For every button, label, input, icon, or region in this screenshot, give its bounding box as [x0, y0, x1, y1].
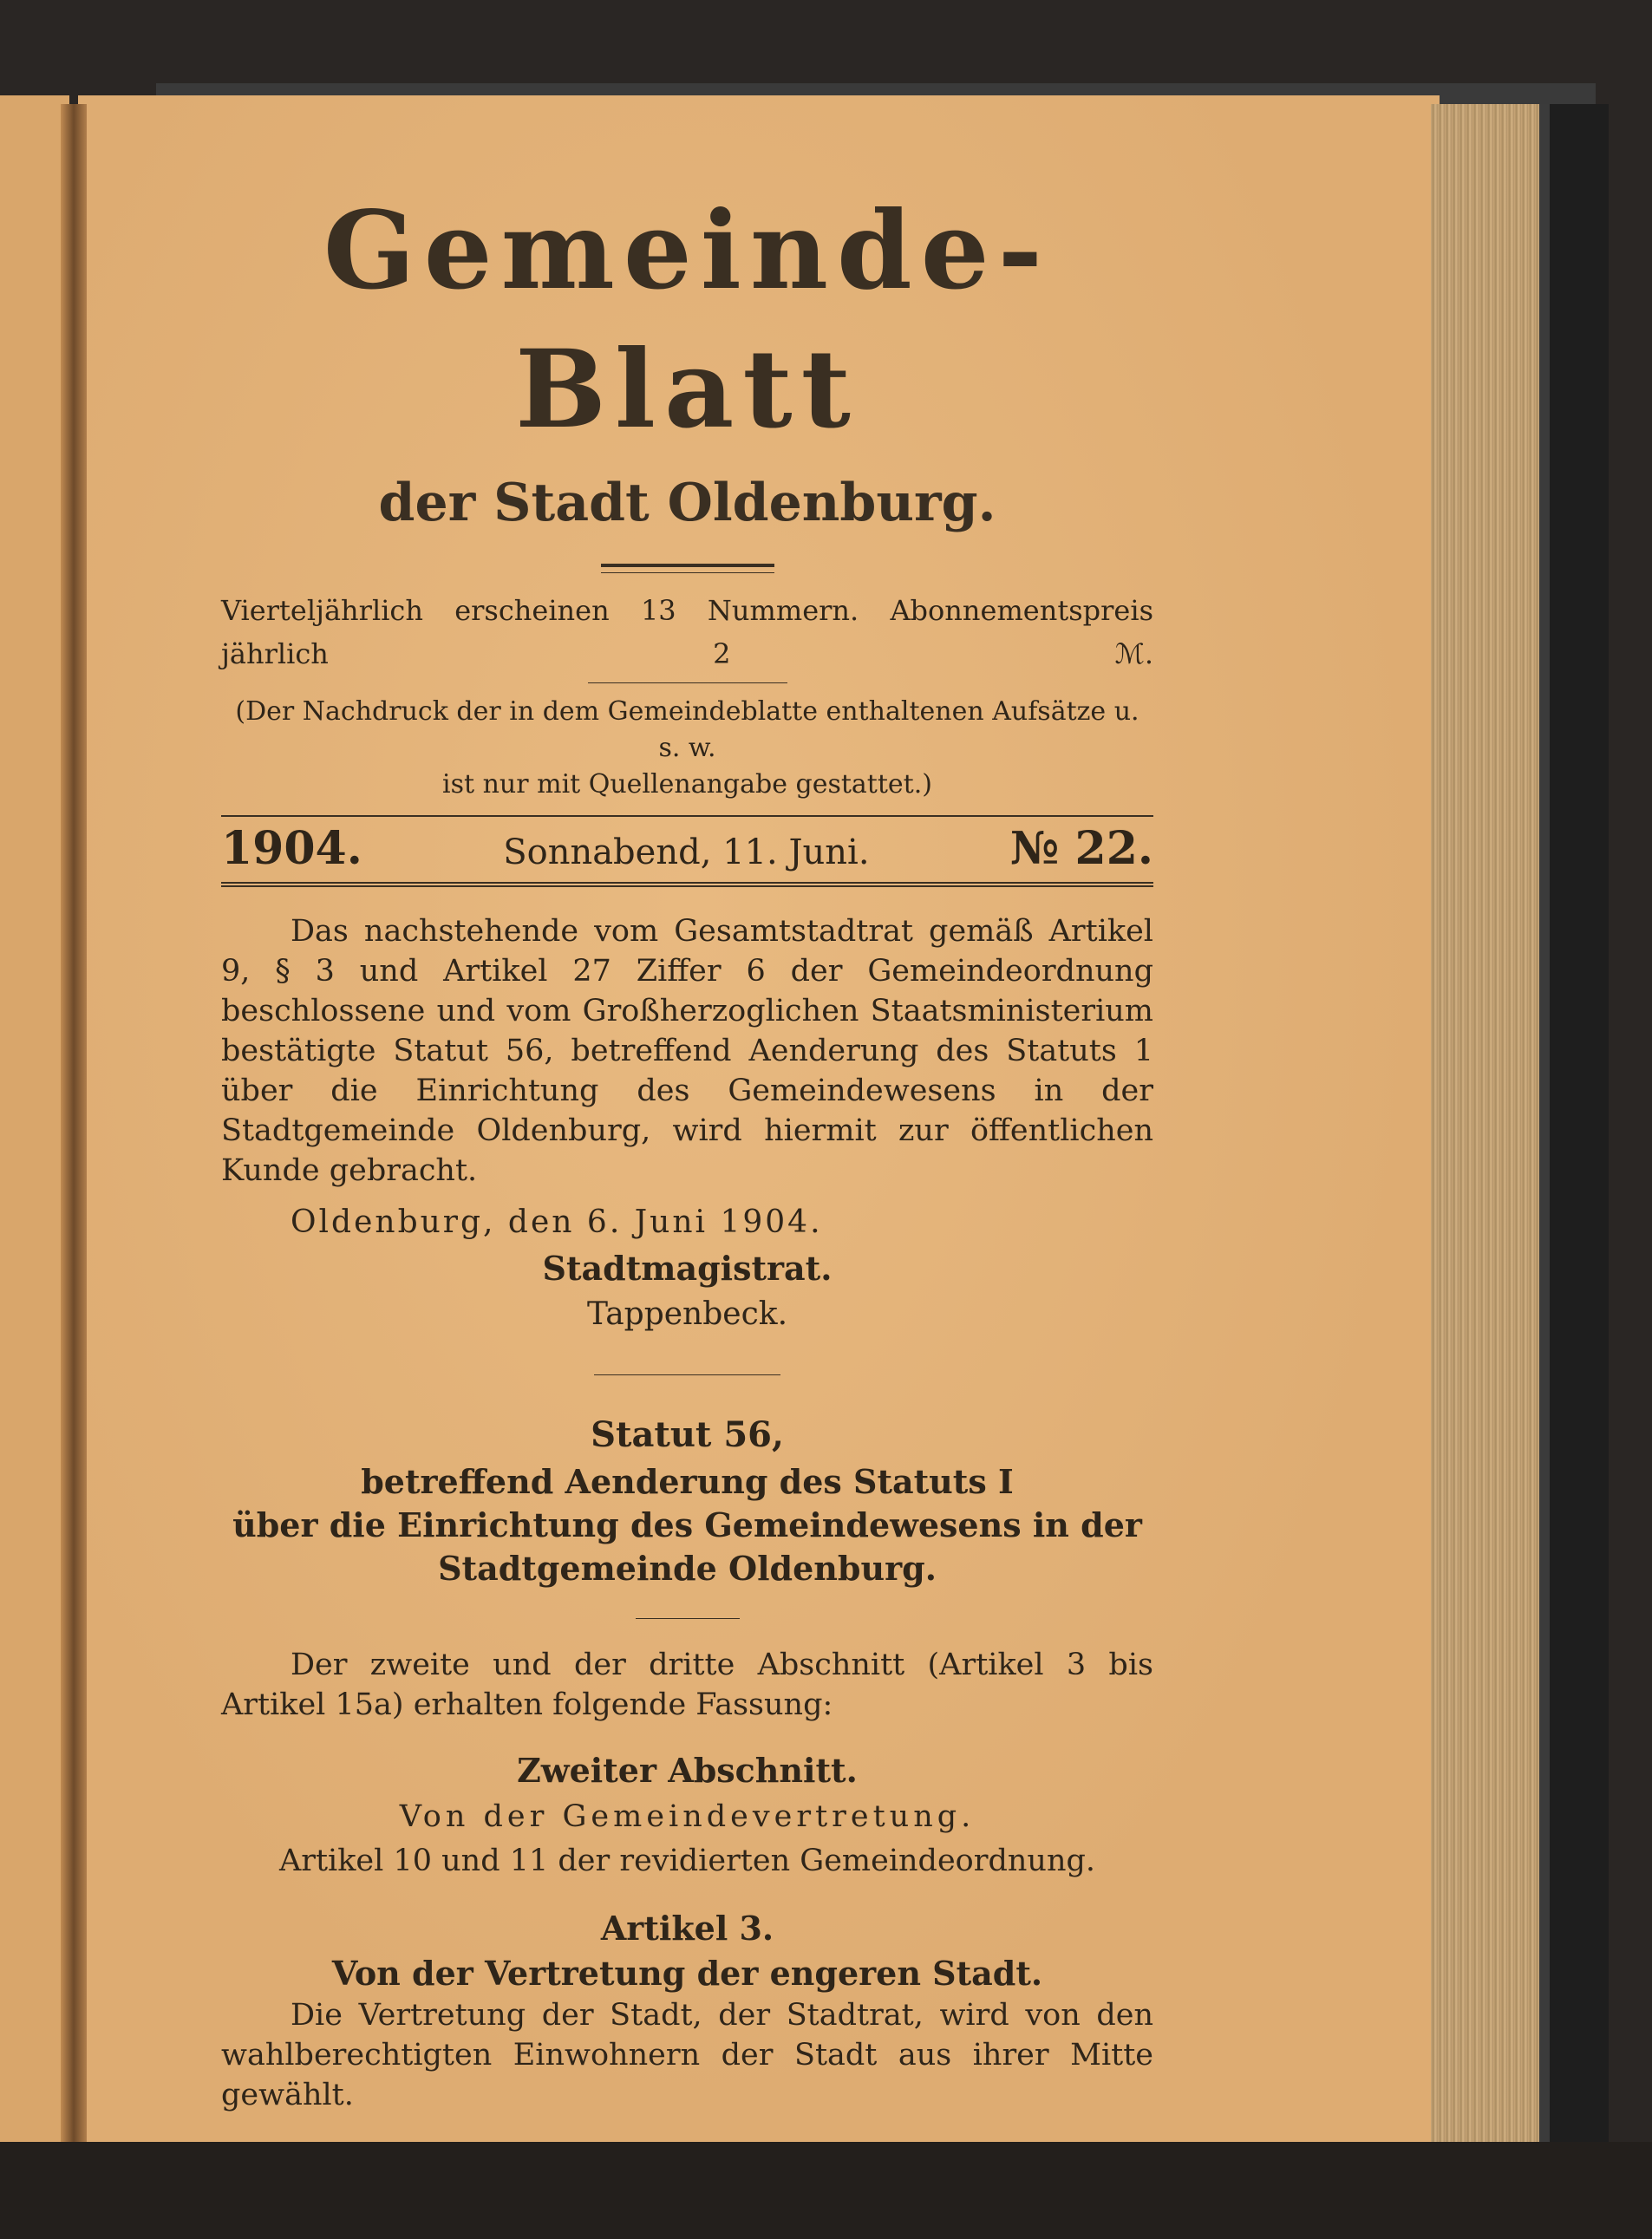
section-subtitle: Von der Gemeindevertretung. — [399, 1799, 976, 1834]
section-title: Zweiter Abschnitt. — [517, 1751, 858, 1790]
frequency-text: Vierteljährlich erscheinen 13 Nummern. — [221, 594, 859, 627]
book-cover-bottom — [0, 2142, 1652, 2239]
notice-authority: Stadtmagistrat. — [542, 1249, 833, 1288]
issue-year: 1904. — [221, 822, 362, 875]
notice-signatory: Tappenbeck. — [586, 1296, 788, 1332]
article-text: Die Vertretung der Stadt, der Stadtrat, wird von den wahlberechtigten Einwohnern der Stadt aus ihrer Mitte gewählt. — [221, 1998, 1153, 2112]
statute-line-2: über die Einrichtung des Gemeindewesens in der — [232, 1505, 1142, 1544]
notice-block — [221, 911, 1153, 1336]
statute-divider — [636, 1618, 740, 1619]
masthead-title: Gemeinde-Blatt — [323, 188, 1052, 453]
article-title: Artikel 3. — [600, 1909, 774, 1948]
statute-line-1: betreffend Aenderung des Statuts I — [361, 1462, 1014, 1501]
page-edges — [1431, 104, 1544, 2151]
issue-number: № 22. — [1009, 822, 1153, 875]
section-divider — [594, 1374, 780, 1375]
notice-text: Das nachstehende vom Gesamtstadtrat gemäß Artikel 9, § 3 und Artikel 27 Ziffer 6 der Gemeindeordnung beschlossene und vom Großherzoglichen Staatsministerium bestätigte Statut 56, betreffend Aenderung des Statuts 1 über die Einrichtung des Gemeindewesens in der Stadtgemeinde Oldenburg, wird hiermit zur öffentlichen Kunde gebracht. — [221, 914, 1153, 1188]
statute-title: Statut 56, — [591, 1414, 784, 1455]
masthead-divider — [601, 564, 774, 573]
reprint-note-line-1: (Der Nachdruck der in dem Gemeindeblatte enthaltenen Aufsätze u. s. w. — [235, 696, 1139, 763]
book-cover-right — [1539, 104, 1609, 2152]
subscription-info — [221, 589, 1153, 676]
left-page-edge — [0, 95, 69, 2151]
notice-place-date: Oldenburg, den 6. Juni 1904. — [291, 1204, 823, 1240]
article-subtitle: Von der Vertretung der engeren Stadt. — [331, 1954, 1043, 1993]
price-text: Abonnementspreis jährlich 2 ℳ. — [221, 594, 1153, 670]
statute-line-3: Stadtgemeinde Oldenburg. — [438, 1549, 937, 1588]
masthead-subtitle: der Stadt Oldenburg. — [378, 473, 996, 533]
info-divider — [588, 682, 787, 683]
book-spine-shadow — [61, 104, 87, 2151]
issue-bar — [221, 815, 1153, 887]
reprint-note-line-2: ist nur mit Quellenangabe gestattet.) — [442, 769, 932, 800]
statute-intro: Der zweite und der dritte Abschnitt (Artikel 3 bis Artikel 15a) erhalten folgende Fassung: — [221, 1648, 1153, 1722]
issue-date: Sonnabend, 11. Juni. — [503, 832, 870, 872]
section-reference: Artikel 10 und 11 der revidierten Gemeindeordnung. — [278, 1844, 1096, 1878]
page-content — [221, 182, 1153, 2115]
